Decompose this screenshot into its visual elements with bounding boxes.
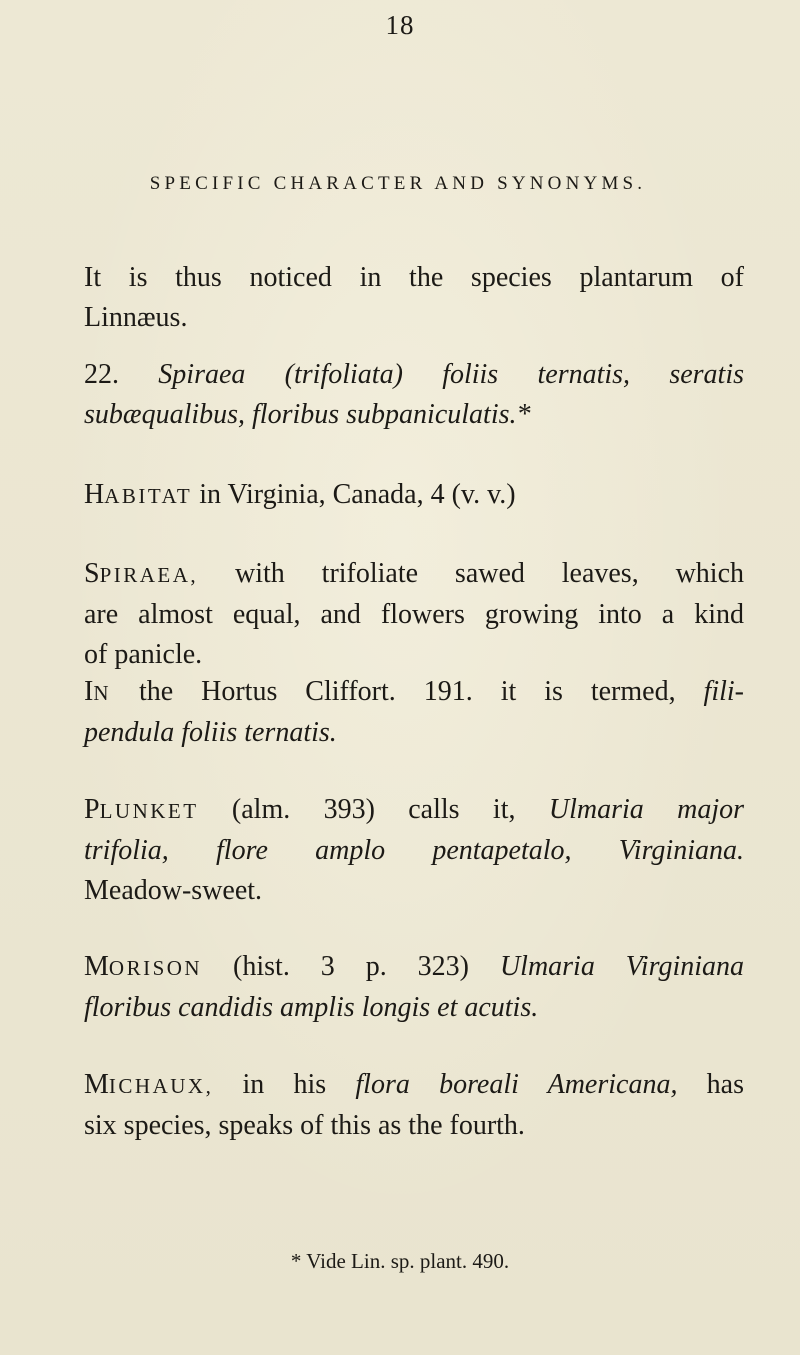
species-number: 22. [84,359,119,390]
latin-text: pendula foliis ternatis. [84,717,337,748]
paragraph-habitat [84,475,744,516]
page-number: 18 [385,10,415,40]
paragraph-line: Linnæus. [84,302,188,333]
paragraph-line: of panicle. [84,639,203,670]
paragraph-line: are almost equal, and flowers growing into a kind [84,599,744,630]
paragraph-hortus-cliffort [84,672,744,753]
paragraph-line: It is thus noticed in the species plantarum of [84,262,744,293]
running-head: SPECIFIC CHARACTER AND SYNONYMS. [149,173,647,194]
latin-text: floribus candidis amplis longis et acutis. [84,992,539,1023]
latin-text: subæqualibus, floribus subpaniculatis.* [84,399,531,430]
paragraph-line: Meadow-sweet. [84,875,263,906]
latin-text: trifolia, flore amplo pentapetalo, Virginiana. [84,835,744,866]
paragraph-line: MICHAUX, in his flora boreali Americana, has [84,1069,744,1100]
paragraph-spiraea-description [84,554,744,675]
latin-text: Spiraea (trifoliata) foliis ternatis, seratis [158,359,745,390]
paragraph-line: SPIRAEA, with trifoliate sawed leaves, which [84,558,744,589]
footnote: * Vide Lin. sp. plant. 490. [290,1249,510,1273]
paragraph-morison [84,947,744,1028]
paragraph-linnaeus [84,258,744,338]
paragraph-plunket [84,790,744,911]
paragraph-line: PLUNKET (alm. 393) calls it, Ulmaria major [84,794,744,825]
paragraph-spiraea-definition [84,355,744,435]
paragraph-line: MORISON (hist. 3 p. 323) Ulmaria Virginiana [84,951,744,982]
paragraph-line [84,355,744,395]
paragraph-michaux [84,1065,744,1146]
paragraph-line: IN the Hortus Cliffort. 191. it is termed, fili- [84,676,744,707]
paragraph-line: HABITAT in Virginia, Canada, 4 (v. v.) [84,479,516,510]
paragraph-line: six species, speaks of this as the fourth. [84,1110,525,1141]
